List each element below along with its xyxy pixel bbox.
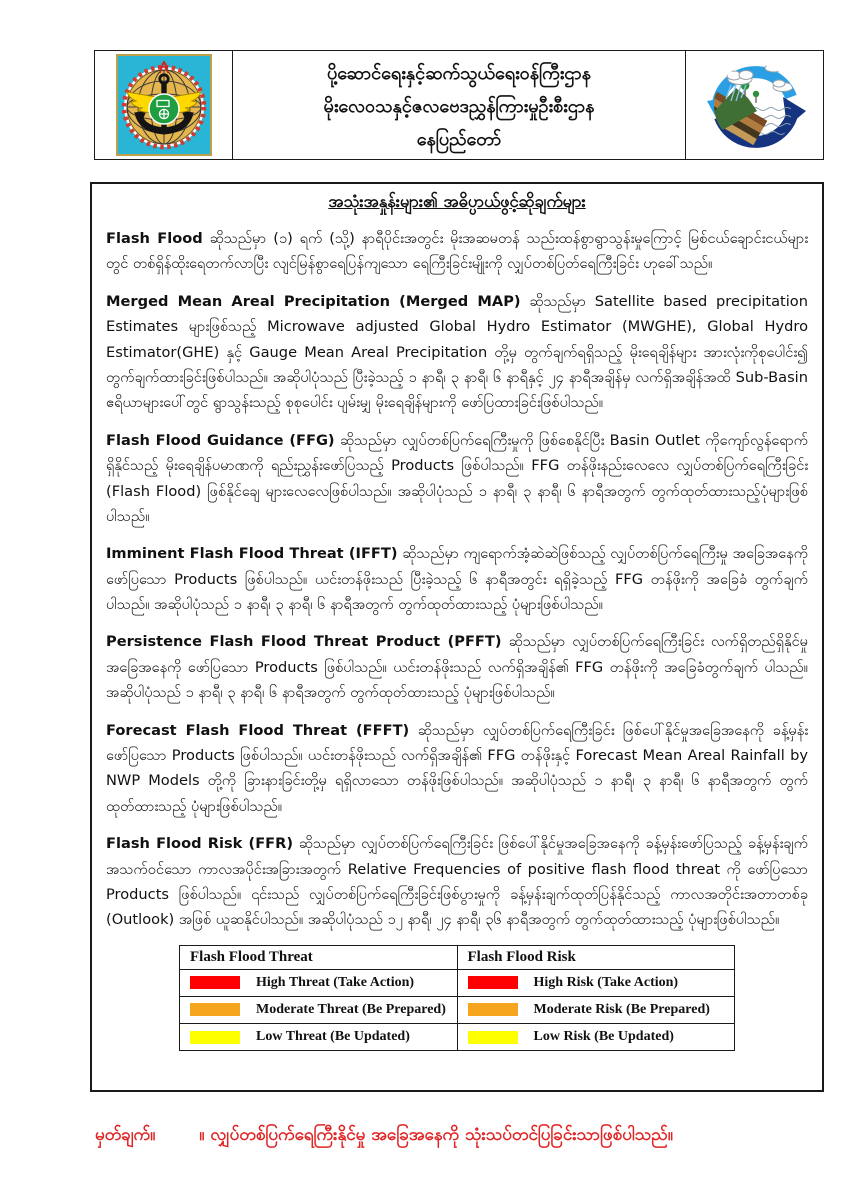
low-risk-label: Low Risk (Be Updated) — [533, 1029, 674, 1045]
letterhead — [94, 50, 824, 160]
paragraph-pfft-text: ဆိုသည်မှာ လျှပ်တစ်ပြက်ရေကြီးခြင်း လက်ရှိတည်ရှိနိုင်မှု အခြေအနေကို ဖော်ပြသော Products ဖြစ်ပါသည်။ ယင်းတန်ဖိုးသည် လက်ရှိအချိန်၏ FFG တန်ဖိုးကို အခြေခံတွက်ချက် ပါသည်။ အဆိုပါပုံသည် ၁ နာရီ၊ ၃ နာရီ၊ ၆ နာရီအတွက် တွက်ထုတ်ထားသည့် ပုံများဖြစ်ပါသည်။ — [106, 633, 809, 702]
moderate-risk-label: Moderate Risk (Be Prepared) — [533, 1001, 710, 1017]
legend-header-risk: Flash Flood Risk — [457, 945, 735, 969]
paragraph-merged-map — [106, 289, 808, 416]
paragraph-merged-map-text: ဆိုသည်မှာ Satellite based precipitation Estimates များဖြစ်သည့် Microwave adjusted Global Hydro Estimator (MWGHE), Global Hydro Estimator(GHE) နှင့် Gauge Mean Areal Precipitation တို့မှ တွက်ချက်ရရှိသည့် မိုးရေချိန်များ အားလုံးကိုစုပေါင်း၍ တွက်ချက်ထားခြင်းဖြစ်ပါသည်။ အဆိုပါပုံသည် ပြီးခဲ့သည့် ၁ နာရီ၊ ၃ နာရီ၊ ၆ နာရီနှင့် ၂၄ နာရီအချိန်မှ လက်ရှိအချိန်အထိ Sub-Basin ဧရိယာများပေါ်တွင် ရွာသွန်းသည့် စုစုပေါင်း ပျမ်းမျှ မိုးရေချိန်များကို ဖော်ပြထားခြင်းဖြစ်ပါသည်။ — [106, 292, 808, 412]
term-ifft: Imminent Flash Flood Threat (IFFT) — [106, 545, 398, 563]
definitions-section — [90, 182, 824, 1092]
paragraph-ffft — [106, 718, 808, 820]
term-ffr: Flash Flood Risk (FFR) — [106, 835, 294, 853]
paragraph-ffr-text: ဆိုသည်မှာ လျှပ်တစ်ပြက်ရေကြီးခြင်း ဖြစ်ပေါ်နိုင်မှုအခြေအနေကို ခန့်မှန်းဖော်ပြသည့် ခန့်မှန်းချက် အသက်ဝင်သော ကာလအပိုင်းအခြားအတွက် Relative Frequencies of positive flash flood threat ကို ဖော်ပြသော Products ဖြစ်ပါသည်။ ၎င်းသည် လျှပ်တစ်ပြက်ရေကြီးခြင်းဖြစ်ပွားမှုကို ခန့်မှန်းချက်ထုတ်ပြန်နိုင်သည့် ကာလအတိုင်းအတာတစ်ခု (Outlook) အဖြစ် ယူဆနိုင်ပါသည်။ အဆိုပါပုံသည် ၁၂ နာရီ၊ ၂၄ နာရီ၊ ၃၆ နာရီအတွက် တွက်ထုတ်ထားသည့် ပုံများဖြစ်ပါသည်။ — [106, 835, 808, 929]
ministry-name: ပို့ဆောင်ရေးနှင့်ဆက်သွယ်ရေးဝန်ကြီးဌာန — [327, 62, 591, 84]
term-merged-map: Merged Mean Areal Precipitation (Merged MAP) — [106, 292, 521, 310]
paragraph-ifft — [106, 541, 808, 617]
ministry-logo-cell — [95, 51, 233, 159]
low-threat-label: Low Threat (Be Updated) — [256, 1029, 410, 1045]
legend-header-row — [180, 945, 735, 969]
paragraph-ffg-text: ဆိုသည်မှာ လျှပ်တစ်ပြက်ရေကြီးမှုကို ဖြစ်စေနိုင်ပြီး Basin Outlet ကိုကျော်လွန်ရောက်ရှိနိုင်သည့် မိုးရေချိန်ပမာဏကို ရည်းညွှန်းဖော်ပြသည့် Products ဖြစ်ပါသည်။ FFG တန်ဖိုးနည်းလေလေ လျှပ်တစ်ပြက်ရေကြီးခြင်း (Flash Flood) ဖြစ်နိုင်ချေ များလေလေဖြစ်ပါသည်။ အဆိုပါပုံသည် ၁ နာရီ၊ ၃ နာရီ၊ ၆ နာရီအတွက် တွက်ထုတ်ထားသည့်ပုံများဖြစ်ပါသည်။ — [106, 431, 808, 525]
high-threat-label: High Threat (Take Action) — [256, 974, 415, 990]
paragraph-ffr — [106, 831, 808, 933]
high-threat-color-swatch — [190, 976, 240, 989]
high-risk-color-swatch — [468, 976, 518, 989]
high-risk-label: High Risk (Take Action) — [533, 974, 679, 990]
paragraph-ffg — [106, 428, 808, 530]
remark-text: ။ လျှပ်တစ်ပြက်ရေကြီးနိုင်မှု အခြေအနေကို သုံးသပ်တင်ပြခြင်းသာဖြစ်ပါသည်။ — [199, 1125, 673, 1145]
department-name: မိုးလေဝသနှင့်ဇလဗေဒညွှန်ကြားမှုဦးစီးဌာန — [323, 95, 595, 117]
term-ffft: Forecast Flash Flood Threat (FFFT) — [106, 721, 410, 739]
remark-note — [95, 1124, 673, 1149]
legend-row-low — [180, 1024, 735, 1051]
moderate-risk-color-swatch — [468, 1003, 518, 1016]
legend-row-moderate — [180, 996, 735, 1023]
page-title: အသုံးအနှုန်းများ၏ အဓိပ္ပာယ်ဖွင့်ဆိုချက်များ — [328, 192, 586, 211]
paragraph-pfft — [106, 629, 808, 705]
meteorology-hydrology-logo-icon — [703, 53, 807, 157]
term-pfft: Persistence Flash Flood Threat Product (PFFT) — [106, 633, 502, 651]
low-threat-color-swatch — [190, 1031, 240, 1044]
ministry-of-transport-logo-icon — [116, 54, 212, 156]
moderate-threat-label: Moderate Threat (Be Prepared) — [256, 1001, 446, 1017]
paragraph-ifft-text: ဆိုသည်မှာ ကျရောက်အံ့ဆဲဆဲဖြစ်သည့် လျှပ်တစ်ပြက်ရေကြီးမှု အခြေအနေကို ဖော်ပြသော Products ဖြစ်ပါသည်။ ယင်းတန်ဖိုးသည် ပြီးခဲ့သည့် ၆ နာရီအတွင်း ရရှိခဲ့သည့် FFG တန်ဖိုးကို အခြေခံ တွက်ချက်ပါသည်။ အဆိုပါပုံသည် ၁ နာရီ၊ ၃ နာရီ၊ ၆ နာရီအတွက် တွက်ထုတ်ထားသည့် ပုံများဖြစ်ပါသည်။ — [106, 545, 808, 614]
paragraph-ffft-text: ဆိုသည်မှာ လျှပ်တစ်ပြက်ရေကြီးခြင်း ဖြစ်ပေါ်နိုင်မှုအခြေအနေကို ခန့်မှန်းဖော်ပြသော Products ဖြစ်ပါသည်။ ယင်းတန်ဖိုးသည် လက်ရှိအချိန်၏ FFG တန်ဖိုးနှင့် Forecast Mean Areal Rainfall by NWP Models တို့ကို ခြားနားခြင်းတို့မှ ရရှိလာသော တန်ဖိုးဖြစ်ပါသည်။ အဆိုပါပုံသည် ၁ နာရီ၊ ၃ နာရီ၊ ၆ နာရီအတွက် တွက်ထုတ်ထားသည့် ပုံများဖြစ်ပါသည်။ — [106, 721, 808, 815]
org-title-block — [233, 51, 685, 159]
paragraph-flash-flood — [106, 226, 808, 277]
legend-row-high — [180, 969, 735, 996]
paragraph-flash-flood-text: ဆိုသည်မှာ (၁) ရက် (သို့) နာရီပိုင်းအတွင်း မိုးအဆမတန် သည်းထန်စွာရွာသွန်းမှုကြောင့် မြစ်ငယ်ချောင်းငယ်များတွင် တစ်ရှိန်ထိုးရေတက်လာပြီး လျင်မြန်စွာရေပြန်ကျသော ရေကြီးခြင်းမျိုးကို လျှပ်တစ်ပြတ်ရေကြီးခြင်း ဟုခေါ်သည်။ — [106, 230, 808, 273]
term-ffg: Flash Flood Guidance (FFG) — [106, 431, 335, 449]
flood-threat-risk-legend-table — [179, 945, 735, 1052]
city-name: နေပြည်တော် — [416, 128, 502, 150]
legend-header-threat: Flash Flood Threat — [180, 945, 458, 969]
remark-label: မှတ်ချက်။ — [95, 1125, 156, 1145]
term-flash-flood: Flash Flood — [106, 230, 203, 247]
low-risk-color-swatch — [468, 1031, 518, 1044]
dmh-logo-cell — [685, 51, 823, 159]
moderate-threat-color-swatch — [190, 1003, 240, 1016]
